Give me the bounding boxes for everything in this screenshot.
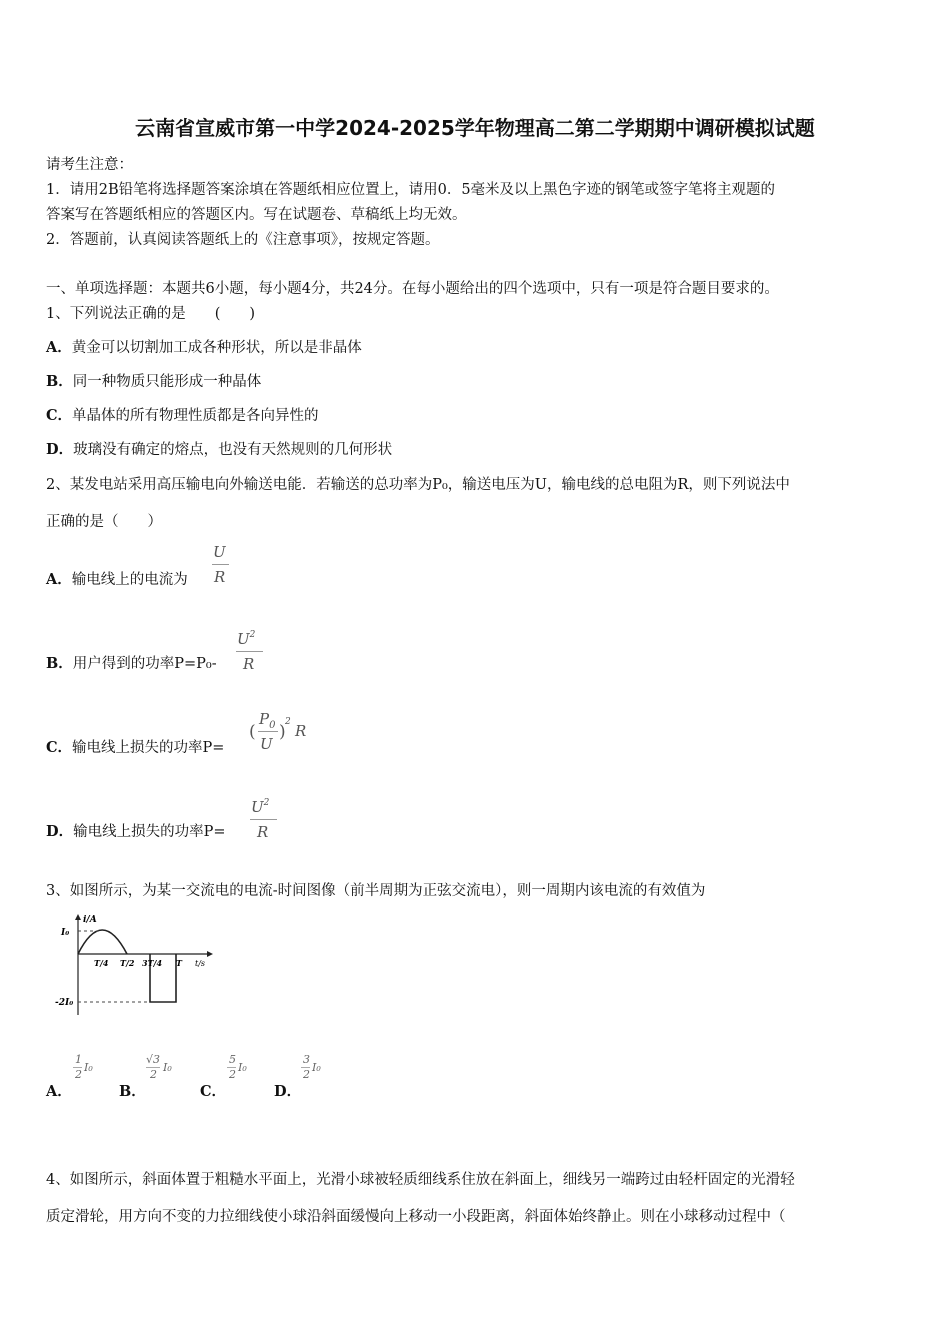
numerator: 3 — [303, 1053, 310, 1066]
question-4-stem: 4、如图所示，斜面体置于粗糙水平面上，光滑小球被轻质细线系住放在斜面上，细线另一端跨过由轻杆固定的光滑轻 — [46, 1172, 795, 1188]
unit: I₀ — [163, 1061, 172, 1074]
option-letter: D． — [274, 1083, 302, 1100]
question-4-stem-cont: 质定滑轮，用方向不变的力拉细线使小球沿斜面缓慢向上移动一小段距离，斜面体始终静止。则在小球移动过程中（ — [46, 1209, 786, 1225]
q3-option-c[interactable] — [200, 1080, 226, 1101]
q2-option-c[interactable] — [46, 736, 224, 757]
option-letter: A． — [46, 1083, 72, 1100]
numerator: 5 — [229, 1053, 236, 1066]
q1-option-b[interactable] — [46, 370, 261, 391]
option-text: 用户得到的功率P=P₀- — [72, 656, 217, 672]
numerator — [237, 630, 255, 648]
q1-option-d[interactable] — [46, 438, 392, 459]
option-text: 黄金可以切割加工成各种形状，所以是非晶体 — [71, 340, 362, 356]
resistance-symbol: R — [295, 722, 307, 740]
fraction-bar — [236, 651, 263, 652]
option-letter: B． — [46, 655, 73, 672]
option-letter: D． — [46, 441, 74, 458]
option-text: 输电线上的电流为 — [71, 572, 188, 588]
q3-a-formula — [73, 1053, 107, 1085]
y-axis-label: i/A — [83, 915, 97, 925]
x-tick-t4: T/4 — [94, 958, 109, 968]
q2-option-b[interactable] — [46, 652, 217, 673]
fraction-bar — [212, 564, 229, 565]
page-title: 云南省宣威市第一中学2024-2025学年物理高二第二学期期中调研模拟试题 — [135, 116, 815, 140]
q2-d-formula — [250, 794, 278, 844]
option-text: 同一种物质只能形成一种晶体 — [72, 374, 262, 390]
question-3-stem: 3、如图所示，为某一交流电的电流-时间图像（前半周期为正弦交流电），则一周期内该电流的有效值为 — [46, 883, 706, 899]
num-base: P — [259, 710, 270, 728]
x-axis-arrow — [207, 951, 213, 957]
q3-option-d[interactable] — [274, 1080, 301, 1101]
option-letter: C． — [46, 739, 73, 756]
q2-c-formula — [249, 708, 309, 760]
denominator: 2 — [150, 1068, 157, 1081]
q3-b-formula — [146, 1053, 186, 1085]
y-tick-i0: I₀ — [61, 928, 70, 938]
notice-item-2: 2．答题前，认真阅读答题纸上的《注意事项》，按规定答题。 — [46, 232, 440, 248]
numerator: 1 — [75, 1053, 82, 1066]
notice-item-1: 1．请用2B铅笔将选择题答案涂填在答题纸相应位置上，请用0．5毫米及以上黑色字迹的钢笔或签字笔将主观题的 — [46, 182, 776, 198]
option-letter: A． — [46, 571, 72, 588]
y-tick-neg-2i0: -2I₀ — [55, 998, 74, 1008]
q3-d-formula — [301, 1053, 335, 1085]
option-text: 输电线上损失的功率P= — [73, 824, 226, 840]
num-base: U — [237, 630, 250, 648]
option-letter: C． — [46, 407, 73, 424]
x-axis-label: t/s — [195, 959, 206, 968]
question-2-stem-cont: 正确的是（ ） — [46, 514, 162, 530]
fraction-bar — [258, 731, 278, 732]
exponent: 2 — [285, 717, 291, 727]
current-time-graph — [50, 912, 220, 1022]
numerator: U — [213, 543, 226, 561]
option-letter: B． — [46, 373, 73, 390]
denominator: 2 — [303, 1068, 310, 1081]
unit: I₀ — [312, 1061, 321, 1074]
q3-c-formula — [227, 1053, 261, 1085]
sine-half-wave — [78, 930, 127, 954]
fraction-bar — [250, 819, 277, 820]
notice-item-1-cont: 答案写在答题纸相应的答题区内。写在试题卷、草稿纸上均无效。 — [46, 207, 467, 223]
denominator: 2 — [75, 1068, 82, 1081]
open-paren: ( — [249, 722, 256, 742]
q3-option-a[interactable] — [46, 1080, 72, 1101]
denominator: R — [243, 655, 255, 673]
x-tick-t2: T/2 — [120, 958, 135, 968]
q2-option-a[interactable] — [46, 568, 188, 589]
option-text: 单晶体的所有物理性质都是各向异性的 — [72, 408, 319, 424]
numerator: √3 — [146, 1053, 161, 1066]
q3-option-b[interactable] — [119, 1080, 146, 1101]
option-text: 输电线上损失的功率P= — [72, 740, 225, 756]
option-letter: D． — [46, 823, 74, 840]
question-1-stem: 1、下列说法正确的是 ( ) — [46, 306, 256, 322]
notice-heading: 请考生注意： — [46, 157, 133, 173]
unit: I₀ — [84, 1061, 93, 1074]
option-text: 玻璃没有确定的熔点，也没有天然规则的几何形状 — [73, 442, 393, 458]
q2-option-d[interactable] — [46, 820, 225, 841]
q1-option-c[interactable] — [46, 404, 319, 425]
num-base: U — [251, 798, 264, 816]
section-heading: 一、单项选择题：本题共6小题，每小题4分，共24分。在每小题给出的四个选项中，只有一项是符合题目要求的。 — [46, 281, 779, 297]
x-tick-t: T — [176, 958, 182, 968]
num-exponent: 2 — [263, 798, 270, 808]
unit: I₀ — [238, 1061, 247, 1074]
q2-a-formula — [212, 543, 230, 591]
close-paren: ) — [279, 722, 286, 742]
num-subscript: 0 — [269, 720, 276, 731]
y-axis-arrow — [75, 914, 81, 920]
q1-option-a[interactable] — [46, 336, 362, 357]
option-letter: C． — [200, 1083, 227, 1100]
q2-b-formula — [236, 626, 264, 676]
denominator: R — [257, 823, 269, 841]
numerator — [251, 798, 269, 816]
question-2-stem: 2、某发电站采用高压输电向外输送电能．若输送的总功率为P₀，输送电压为U，输电线的总电阻为R，则下列说法中 — [46, 477, 790, 493]
denominator: U — [260, 735, 273, 753]
option-letter: A． — [46, 339, 72, 356]
denominator: 2 — [229, 1068, 236, 1081]
x-tick-3t4: 3T/4 — [142, 958, 163, 968]
num-exponent: 2 — [249, 630, 256, 640]
numerator — [259, 710, 276, 731]
option-letter: B． — [119, 1083, 146, 1100]
denominator: R — [214, 568, 226, 586]
